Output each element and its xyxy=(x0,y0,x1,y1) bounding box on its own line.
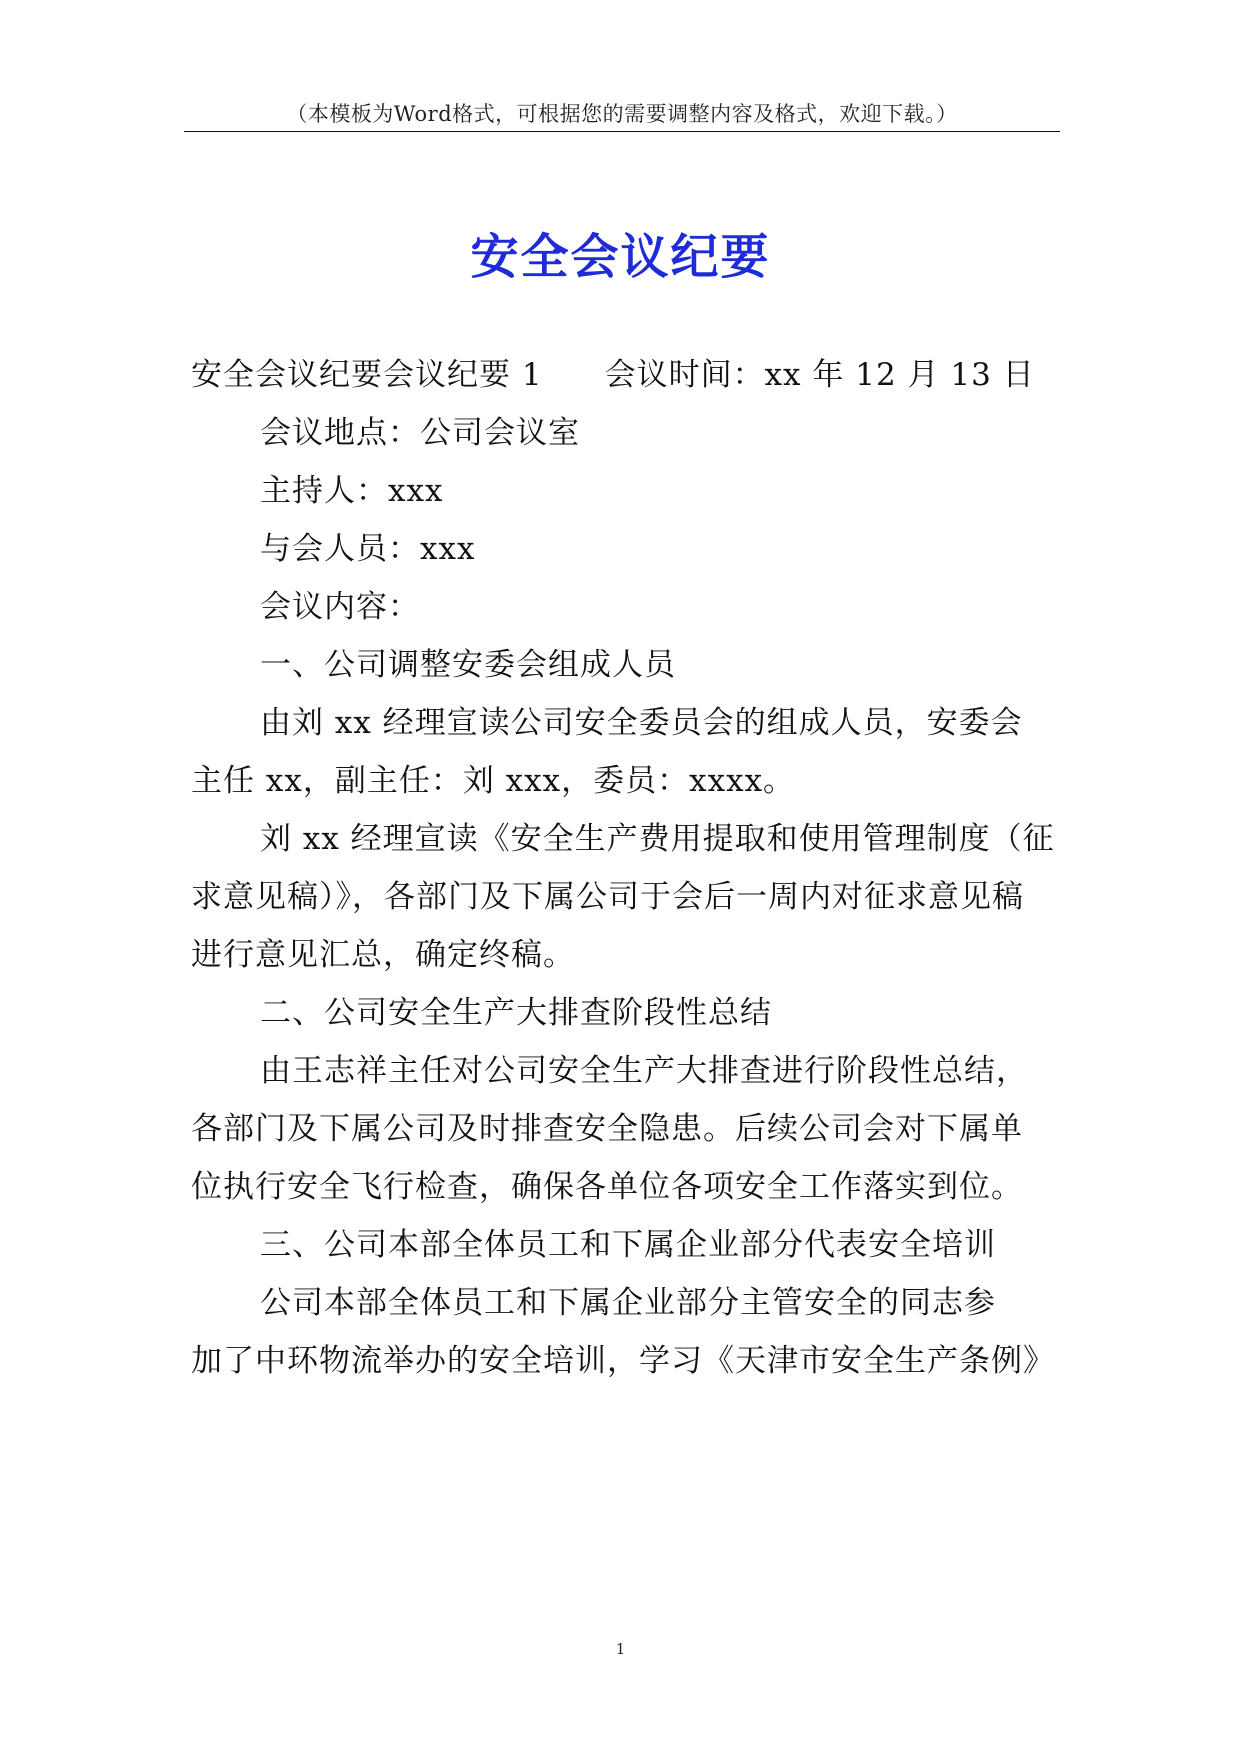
section-heading-3: 三、公司本部全体员工和下属企业部分代表安全培训 xyxy=(260,1227,996,1263)
paragraph-line: 各部门及下属公司及时排查安全隐患。后续公司会对下属单 xyxy=(191,1111,1023,1147)
first-line xyxy=(191,357,1035,393)
paragraph-line: 刘 xx 经理宣读《安全生产费用提取和使用管理制度（征 xyxy=(260,821,1055,857)
paragraph-line: 求意见稿）》，各部门及下属公司于会后一周内对征求意见稿 xyxy=(191,879,1024,915)
meeting-time: 会议时间：xx 年 12 月 13 日 xyxy=(604,357,1035,393)
page-number: 1 xyxy=(615,1640,626,1658)
paragraph-line: 由刘 xx 经理宣读公司安全委员会的组成人员，安委会 xyxy=(260,705,1023,741)
document-title: 安全会议纪要 xyxy=(470,229,771,285)
paragraph-line: 由王志祥主任对公司安全生产大排查进行阶段性总结， xyxy=(260,1053,1028,1089)
section-heading-1: 一、公司调整安委会组成人员 xyxy=(260,647,676,683)
minutes-heading: 安全会议纪要会议纪要 1 xyxy=(191,357,543,393)
template-note: （本模板为Word格式，可根据您的需要调整内容及格式，欢迎下载。） xyxy=(286,102,958,126)
paragraph-line: 加了中环物流举办的安全培训，学习《天津市安全生产条例》 xyxy=(191,1343,1055,1379)
meeting-attendees: 与会人员：xxx xyxy=(260,531,476,567)
paragraph-line: 位执行安全飞行检查，确保各单位各项安全工作落实到位。 xyxy=(191,1169,1023,1205)
paragraph-line: 公司本部全体员工和下属企业部分主管安全的同志参 xyxy=(260,1285,996,1321)
paragraph-line: 进行意见汇总，确定终稿。 xyxy=(191,937,575,973)
paragraph-line: 主任 xx，副主任：刘 xxx，委员：xxxx。 xyxy=(191,763,796,799)
section-heading-2: 二、公司安全生产大排查阶段性总结 xyxy=(260,995,772,1031)
meeting-content-label: 会议内容： xyxy=(260,589,420,625)
meeting-host: 主持人：xxx xyxy=(260,473,444,509)
header-divider xyxy=(184,131,1060,132)
meeting-location: 会议地点：公司会议室 xyxy=(260,415,580,451)
